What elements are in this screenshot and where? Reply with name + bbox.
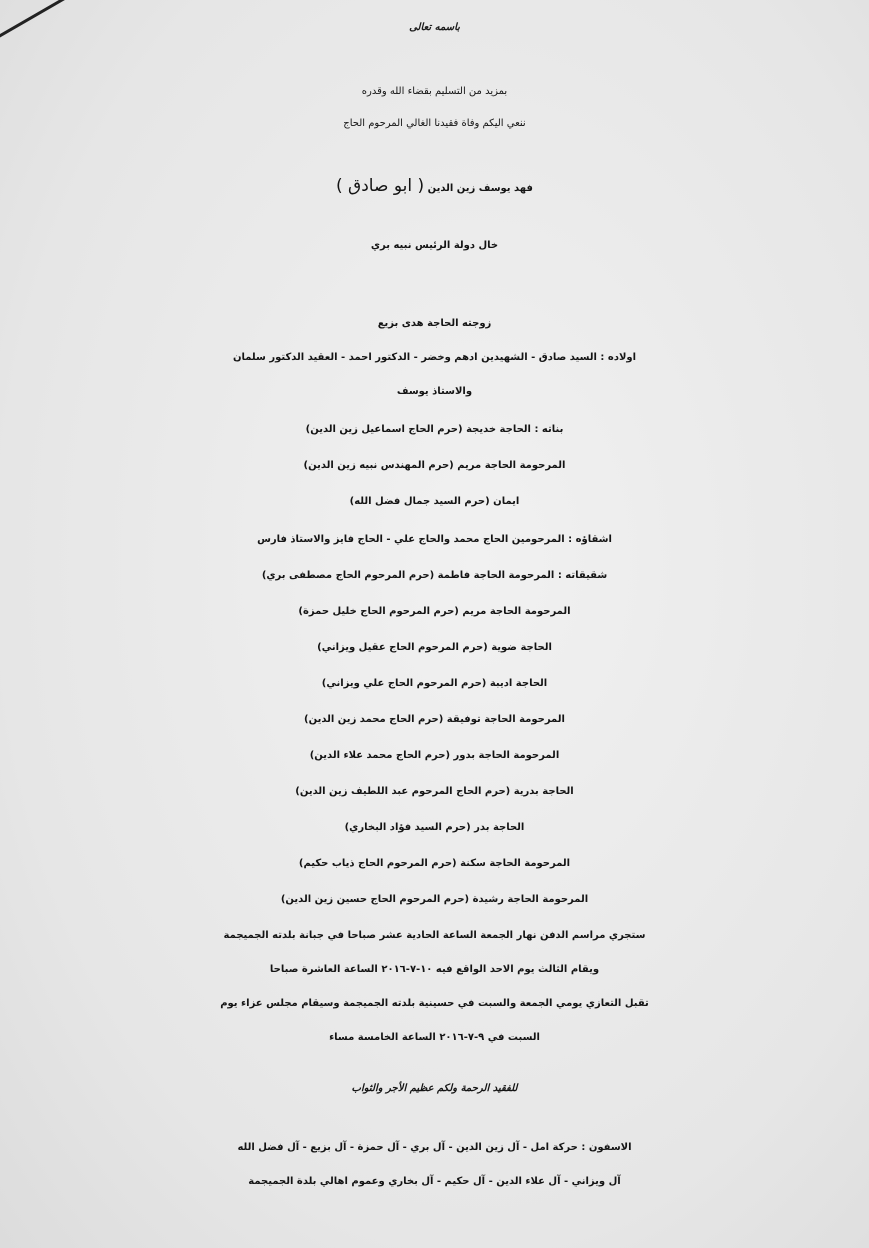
family-line: المرحومة الحاجة مريم (حرم المرحوم الحاج خليل حمزة) — [298, 606, 571, 617]
family-line: اولاده : السيد صادق - الشهيدين ادهم وخضر - الدكتور احمد - العقيد الدكتور سلمان — [232, 352, 637, 363]
header-invocation: باسمه تعالى — [409, 22, 460, 33]
family-line: زوجته الحاجة هدى بزيع — [377, 318, 492, 329]
family-line: الحاجة اديبة (حرم المرحوم الحاج علي ويزاني) — [321, 678, 548, 689]
family-line: ايمان (حرم السيد جمال فضل الله) — [349, 496, 520, 507]
family-line: المرحومة الحاجة مريم (حرم المهندس نبيه زين الدين) — [303, 460, 566, 471]
deceased-nickname: ( ابو صادق ) — [336, 176, 425, 196]
deceased-name-line — [0, 176, 869, 196]
family-line: اشقاؤه : المرحومين الحاج محمد والحاج علي - الحاج فايز والاستاذ فارس — [257, 534, 612, 545]
family-line: المرحومة الحاجة بدور (حرم الحاج محمد علاء الدين) — [309, 750, 560, 761]
family-line: المرحومة الحاجة توفيقة (حرم الحاج محمد زين الدين) — [304, 714, 565, 725]
family-line: شقيقاته : المرحومة الحاجة فاطمة (حرم المرحوم الحاج مصطفى بري) — [261, 570, 608, 581]
intro-line-2: ننعي اليكم وفاة فقيدنا الغالي المرحوم الحاج — [343, 118, 526, 129]
mourners-line: الاسفون : حركة امل - آل زين الدين - آل بري - آل حمزة - آل بزيع - آل فضل الله — [237, 1142, 632, 1153]
funeral-line: السبت في ٩-٧-٢٠١٦ الساعة الخامسة مساء — [329, 1032, 540, 1043]
funeral-line: ستجري مراسم الدفن نهار الجمعة الساعة الحادية عشر صباحا في جبانة بلدته الجميجمة — [223, 930, 646, 941]
closing-condolence: للفقيد الرحمة ولكم عظيم الأجر والثواب — [351, 1083, 518, 1094]
deceased-name: فهد يوسف زين الدين — [427, 183, 533, 194]
funeral-line: ويقام الثالث يوم الاحد الواقع فيه ١٠-٧-٢٠١٦ الساعة العاشرة صباحا — [269, 964, 600, 975]
family-line: الحاجة ضوية (حرم المرحوم الحاج عقيل ويزاني) — [317, 642, 552, 653]
family-line: بناته : الحاجة خديجة (حرم الحاج اسماعيل زين الدين) — [305, 424, 564, 435]
family-line: الحاجة بدر (حرم السيد فؤاد البخاري) — [344, 822, 525, 833]
deceased-title: خال دولة الرئيس نبيه بري — [370, 240, 499, 251]
family-line: المرحومة الحاجة رشيدة (حرم المرحوم الحاج حسين زين الدين) — [280, 894, 589, 905]
family-line: والاستاذ يوسف — [396, 386, 473, 397]
funeral-line: تقبل التعازي يومي الجمعة والسبت في حسينية بلدته الجميجمة وسيقام مجلس عزاء يوم — [220, 998, 649, 1009]
intro-line-1: بمزيد من التسليم بقضاء الله وقدره — [361, 86, 508, 97]
family-line: المرحومة الحاجة سكنة (حرم المرحوم الحاج ذياب حكيم) — [298, 858, 571, 869]
family-line: الحاجة بدرية (حرم الحاج المرحوم عبد اللطيف زين الدين) — [295, 786, 574, 797]
mourners-line: آل ويزاني - آل علاء الدين - آل حكيم - آل بخاري وعموم اهالي بلدة الجميجمة — [248, 1176, 621, 1187]
